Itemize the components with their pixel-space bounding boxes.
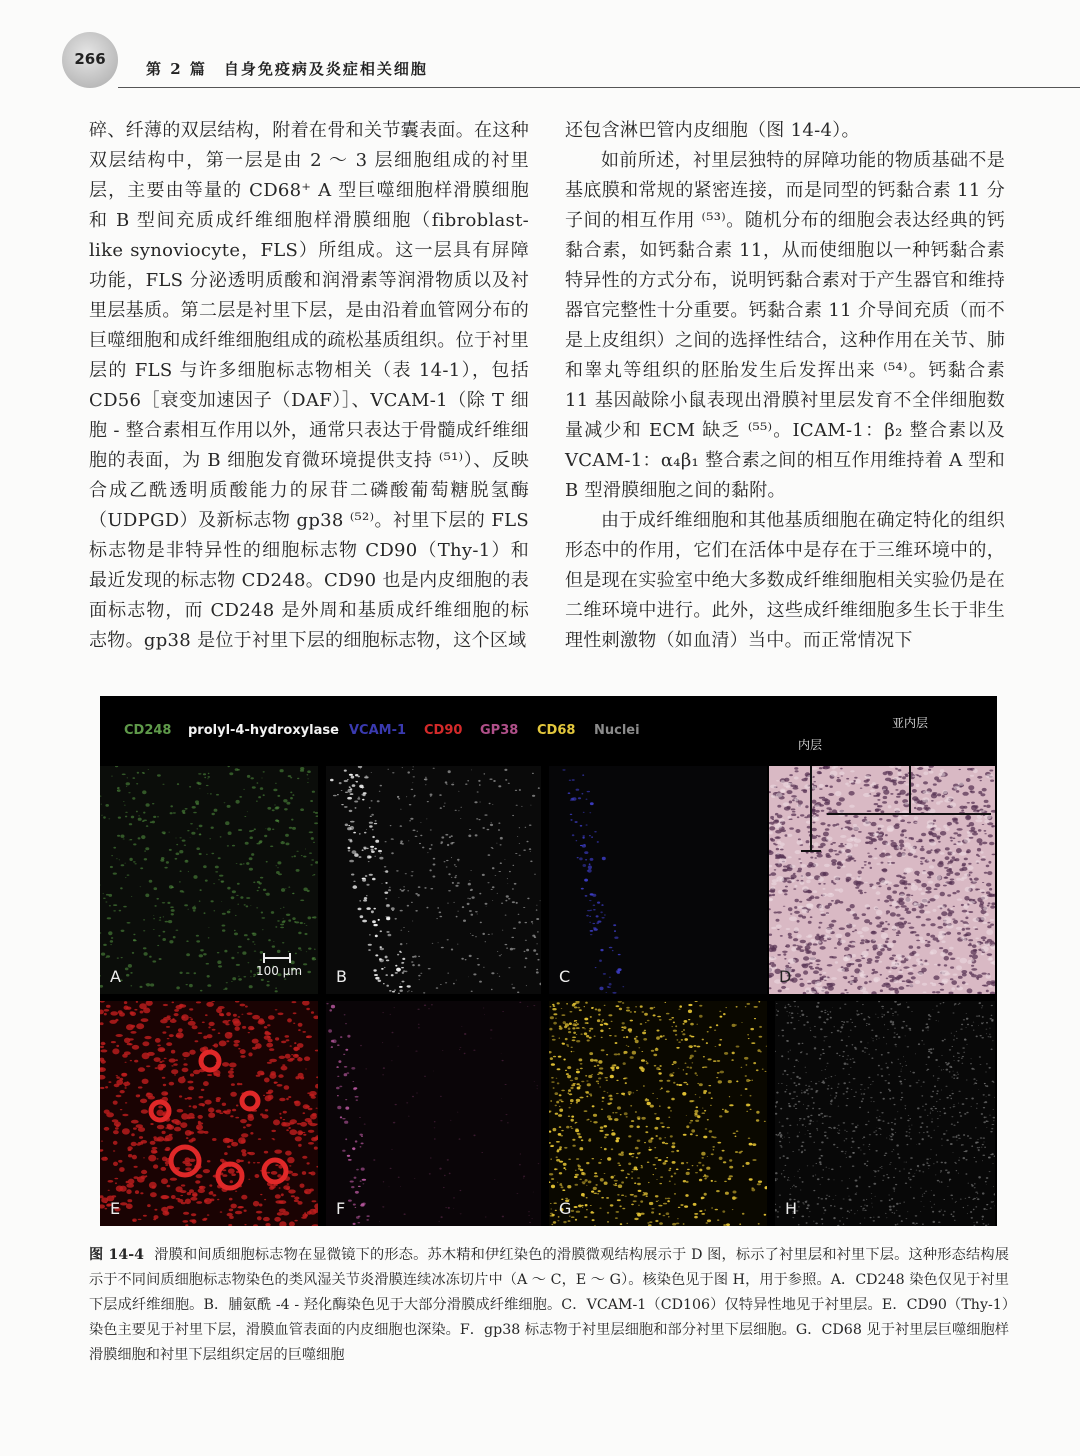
label-inner-layer: 内层 [798,738,823,752]
legend-vcam1: VCAM-1 [349,723,407,738]
legend-cd248: CD248 [124,723,172,738]
panel-label: C [559,967,571,986]
figure-label: 图 14-4 [89,1247,145,1263]
label-sub-inner-layer: 亚内层 [892,716,929,730]
legend-cd68: CD68 [537,723,576,738]
stain-legend [100,696,997,766]
panel-a [100,766,318,994]
body-paragraph: 由于成纤维细胞和其他基质细胞在确定特化的组织形态中的作用，它们在活体中是存在于三维环境中的，但是现在实验室中绝大多数成纤维细胞相关实验仍是在二维环境中进行。此外，这些成纤维细胞多生长于非生理性刺激物（如血清）当中。而正常情况下 [565,510,1005,651]
legend-cd90: CD90 [424,723,463,738]
figure-caption [89,1243,1009,1368]
panel-h-image [775,1001,995,1226]
panel-g-image [549,1001,767,1226]
legend-gp38: GP38 [480,723,519,738]
panel-b [326,766,541,994]
caption-text: 滑膜和间质细胞标志物在显微镜下的形态。苏木精和伊红染色的滑膜微观结构展示于 D 图，标示了衬里层和衬里下层。这种形态结构展示于不同间质细胞标志物染色的类风湿关节炎滑膜连续冰冻切片中（A ～ C，E ～ G）。核染色见于图 H，用于参照。A．CD248 染色仅见于衬里下层成纤维细胞。B．脯氨酰 -4 - 羟化酶染色见于大部分滑膜成纤维细胞。C．VCAM-1（CD106）仅特异性地见于衬里层。E．CD90（Thy-1）染色主要见于衬里下层，滑膜血管表面的内皮细胞也深染。F．gp38 标志物于衬里层细胞和部分衬里下层细胞。G．CD68 见于衬里层巨噬细胞样滑膜细胞和衬里下层组织定居的巨噬细胞 [89,1247,1009,1363]
scale-bar [100,766,318,994]
layer-markers [769,766,995,994]
panel-c [549,766,767,994]
left-column [89,116,529,656]
panel-label: A [110,967,121,986]
panel-e [100,1001,318,1226]
page-header [0,0,1080,92]
header-divider [118,87,1080,88]
panel-label: G [559,1199,572,1218]
panel-c-image [549,766,767,994]
panel-label: B [336,967,347,986]
panel-g [549,1001,767,1226]
legend-prolyl: prolyl-4-hydroxylase [188,723,339,738]
panel-b-image [326,766,541,994]
panel-e-image [100,1001,318,1226]
panel-f-image [326,1001,541,1226]
body-paragraph: 碎、纤薄的双层结构，附着在骨和关节囊表面。在这种双层结构中，第一层是由 2 ～ 3 层细胞组成的衬里层，主要由等量的 CD68⁺ A 型巨噬细胞样滑膜细胞和 B 型间充质成纤维细胞样滑膜细胞（fibroblast-like synoviocyte，FLS）所组成。这一层具有屏障功能，FLS 分泌透明质酸和润滑素等润滑物质以及衬里层基质。第二层是衬里下层，是由沿着血管网分布的巨噬细胞和成纤维细胞组成的疏松基质组织。位于衬里层的 FLS 与许多细胞标志物相关（表 14-1），包括 CD56［衰变加速因子（DAF）］、VCAM-1（除 T 细胞 - 整合素相互作用以外，通常只表达于骨髓成纤维细胞的表面，为 B 细胞发育微环境提供支持 ⁽⁵¹⁾）、反映合成乙酰透明质酸能力的尿苷二磷酸葡萄糖脱氢酶（UDPGD）及新标志物 gp38 ⁽⁵²⁾。衬里下层的 FLS 标志物是非特异性的细胞标志物 CD90（Thy-1）和最近发现的标志物 CD248。CD90 也是内皮细胞的表面标志物，而 CD248 是外周和基质成纤维细胞的标志物。gp38 是位于衬里下层的细胞标志物，这个区域 [89,120,529,651]
panel-label: E [110,1199,121,1218]
right-column [565,116,1005,656]
panel-label: H [785,1199,798,1218]
legend-nuclei: Nuclei [594,723,640,738]
panel-d [769,766,995,994]
page-number: 266 [74,50,106,68]
body-paragraph: 还包含淋巴管内皮细胞（图 14-4）。 [565,120,860,141]
panel-label: F [336,1199,346,1218]
panel-label: D [779,967,792,986]
scale-bar-label: 100 μm [256,964,303,978]
section-title: 第 2 篇 自身免疫病及炎症相关细胞 [146,60,428,78]
micrograph-figure [100,696,997,1226]
panel-f [326,1001,541,1226]
body-paragraph: 如前所述，衬里层独特的屏障功能的物质基础不是基底膜和常规的紧密连接，而是同型的钙黏合素 11 分子间的相互作用 ⁽⁵³⁾。随机分布的细胞会表达经典的钙黏合素，如钙黏合素 11，从而使细胞以一种钙黏合素特异性的方式分布，说明钙黏合素对于产生器官和维持器官完整性十分重要。钙黏合素 11 介导间充质（而不是上皮组织）之间的选择性结合，这种作用在关节、肺和睾丸等组织的胚胎发生后发挥出来 ⁽⁵⁴⁾。钙黏合素 11 基因敲除小鼠表现出滑膜衬里层发育不全伴细胞数量减少和 ECM 缺乏 ⁽⁵⁵⁾。ICAM-1：β₂ 整合素以及 VCAM-1：α₄β₁ 整合素之间的相互作用维持着 A 型和 B 型滑膜细胞之间的黏附。 [565,150,1005,501]
panel-h [775,1001,995,1226]
